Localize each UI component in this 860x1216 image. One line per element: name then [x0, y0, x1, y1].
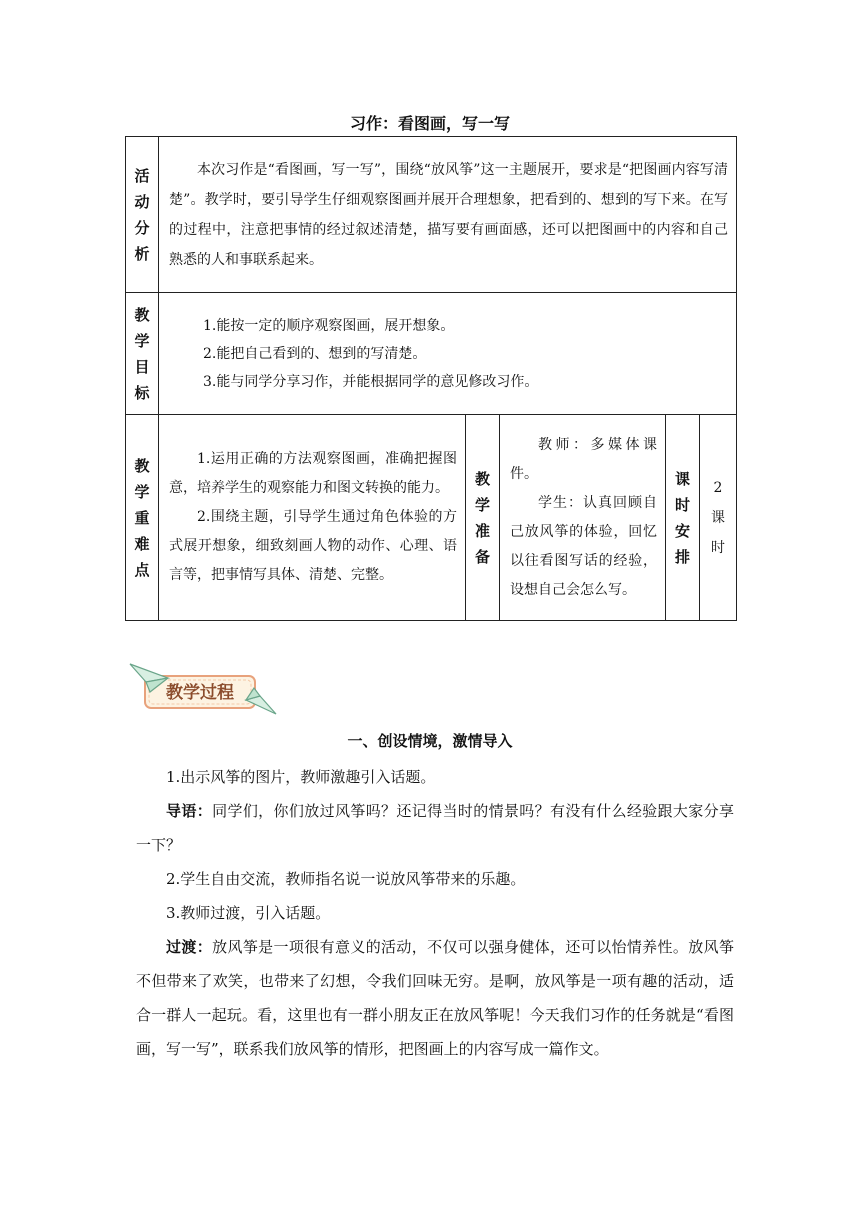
goal-item: 1.能按一定的顺序观察图画，展开想象。	[203, 317, 455, 334]
analysis-text: 本次习作是“看图画，写一写”，围绕“放风筝”这一主题展开，要求是“把图画内容写清楚”。教学时，要引导学生仔细观察图画并展开合理想象，把看到的、想到的写下来。在写的过程中，注意把事情的经过叙述清楚，描写要有画面感，还可以把图画中的内容和自己熟悉的人和事联系起来。	[169, 161, 728, 268]
paragraph-label: 过渡：	[166, 938, 213, 956]
analysis-label: 活动分析	[134, 166, 150, 263]
banner-text: 教学过程	[166, 683, 234, 703]
body-paragraph	[136, 760, 734, 794]
section-heading: 一、创设情境，激情导入	[347, 732, 513, 750]
lesson-plan-table	[125, 136, 737, 621]
goals-list	[159, 293, 737, 415]
paragraph-text: 1.出示风筝的图片，教师激趣引入话题。	[166, 768, 436, 786]
body-paragraph	[136, 930, 734, 1066]
goals-label-cell	[126, 293, 159, 415]
goals-label: 教学目标	[134, 305, 150, 402]
schedule-value: 2课时	[711, 479, 725, 556]
preparation-item: 学生：认真回顾自己放风筝的体验，回忆以往看图写话的经验，设想自己会怎么写。	[510, 494, 657, 598]
preparation-label: 教学准备	[474, 469, 490, 566]
schedule-label-cell	[666, 415, 700, 621]
paragraph-text: 2.学生自由交流，教师指名说一说放风筝带来的乐趣。	[166, 870, 526, 888]
body-paragraph	[136, 896, 734, 930]
preparation-item: 教师：多媒体课件。	[510, 436, 657, 482]
paragraph-text: 放风筝是一项很有意义的活动，不仅可以强身健体，还可以怡情养性。放风筝不但带来了欢笑，也带来了幻想，令我们回味无穷。是啊，放风筝是一项有趣的活动，适合一群人一起玩。看，这里也有一群小朋友正在放风筝呢！今天我们习作的任务就是“看图画，写一写”，联系我们放风筝的情形，把图画上的内容写成一篇作文。	[136, 938, 734, 1058]
banner-graphic	[128, 656, 278, 718]
paragraph-text: 同学们，你们放过风筝吗？还记得当时的情景吗？有没有什么经验跟大家分享一下？	[136, 802, 734, 854]
body-paragraph	[136, 794, 734, 862]
body-paragraph	[136, 862, 734, 896]
section-body	[136, 760, 734, 1066]
analysis-label-cell	[126, 137, 159, 293]
goal-item: 3.能与同学分享习作，并能根据同学的意见修改习作。	[203, 373, 539, 390]
key-points-row	[126, 415, 737, 621]
page-title: 习作：看图画，写一写	[349, 114, 510, 133]
key-points-cell	[159, 415, 466, 621]
analysis-row	[126, 137, 737, 293]
goals-row	[126, 293, 737, 415]
analysis-text-cell	[159, 137, 737, 293]
teaching-process-banner	[128, 656, 278, 718]
key-point-item: 1.运用正确的方法观察图画，准确把握图意，培养学生的观察能力和图文转换的能力。	[169, 451, 457, 496]
schedule-value-cell	[700, 415, 737, 621]
preparation-cell	[500, 415, 666, 621]
paragraph-text: 3.教师过渡，引入话题。	[166, 904, 331, 922]
key-points-label-cell	[126, 415, 159, 621]
paragraph-label: 导语：	[166, 802, 213, 820]
preparation-label-cell	[466, 415, 500, 621]
key-point-item: 2.围绕主题，引导学生通过角色体验的方式展开想象，细致刻画人物的动作、心理、语言等，把事情写具体、清楚、完整。	[169, 509, 457, 583]
schedule-label: 课时安排	[674, 469, 690, 566]
goal-item: 2.能把自己看到的、想到的写清楚。	[203, 345, 427, 362]
key-points-label: 教学重难点	[134, 456, 150, 579]
